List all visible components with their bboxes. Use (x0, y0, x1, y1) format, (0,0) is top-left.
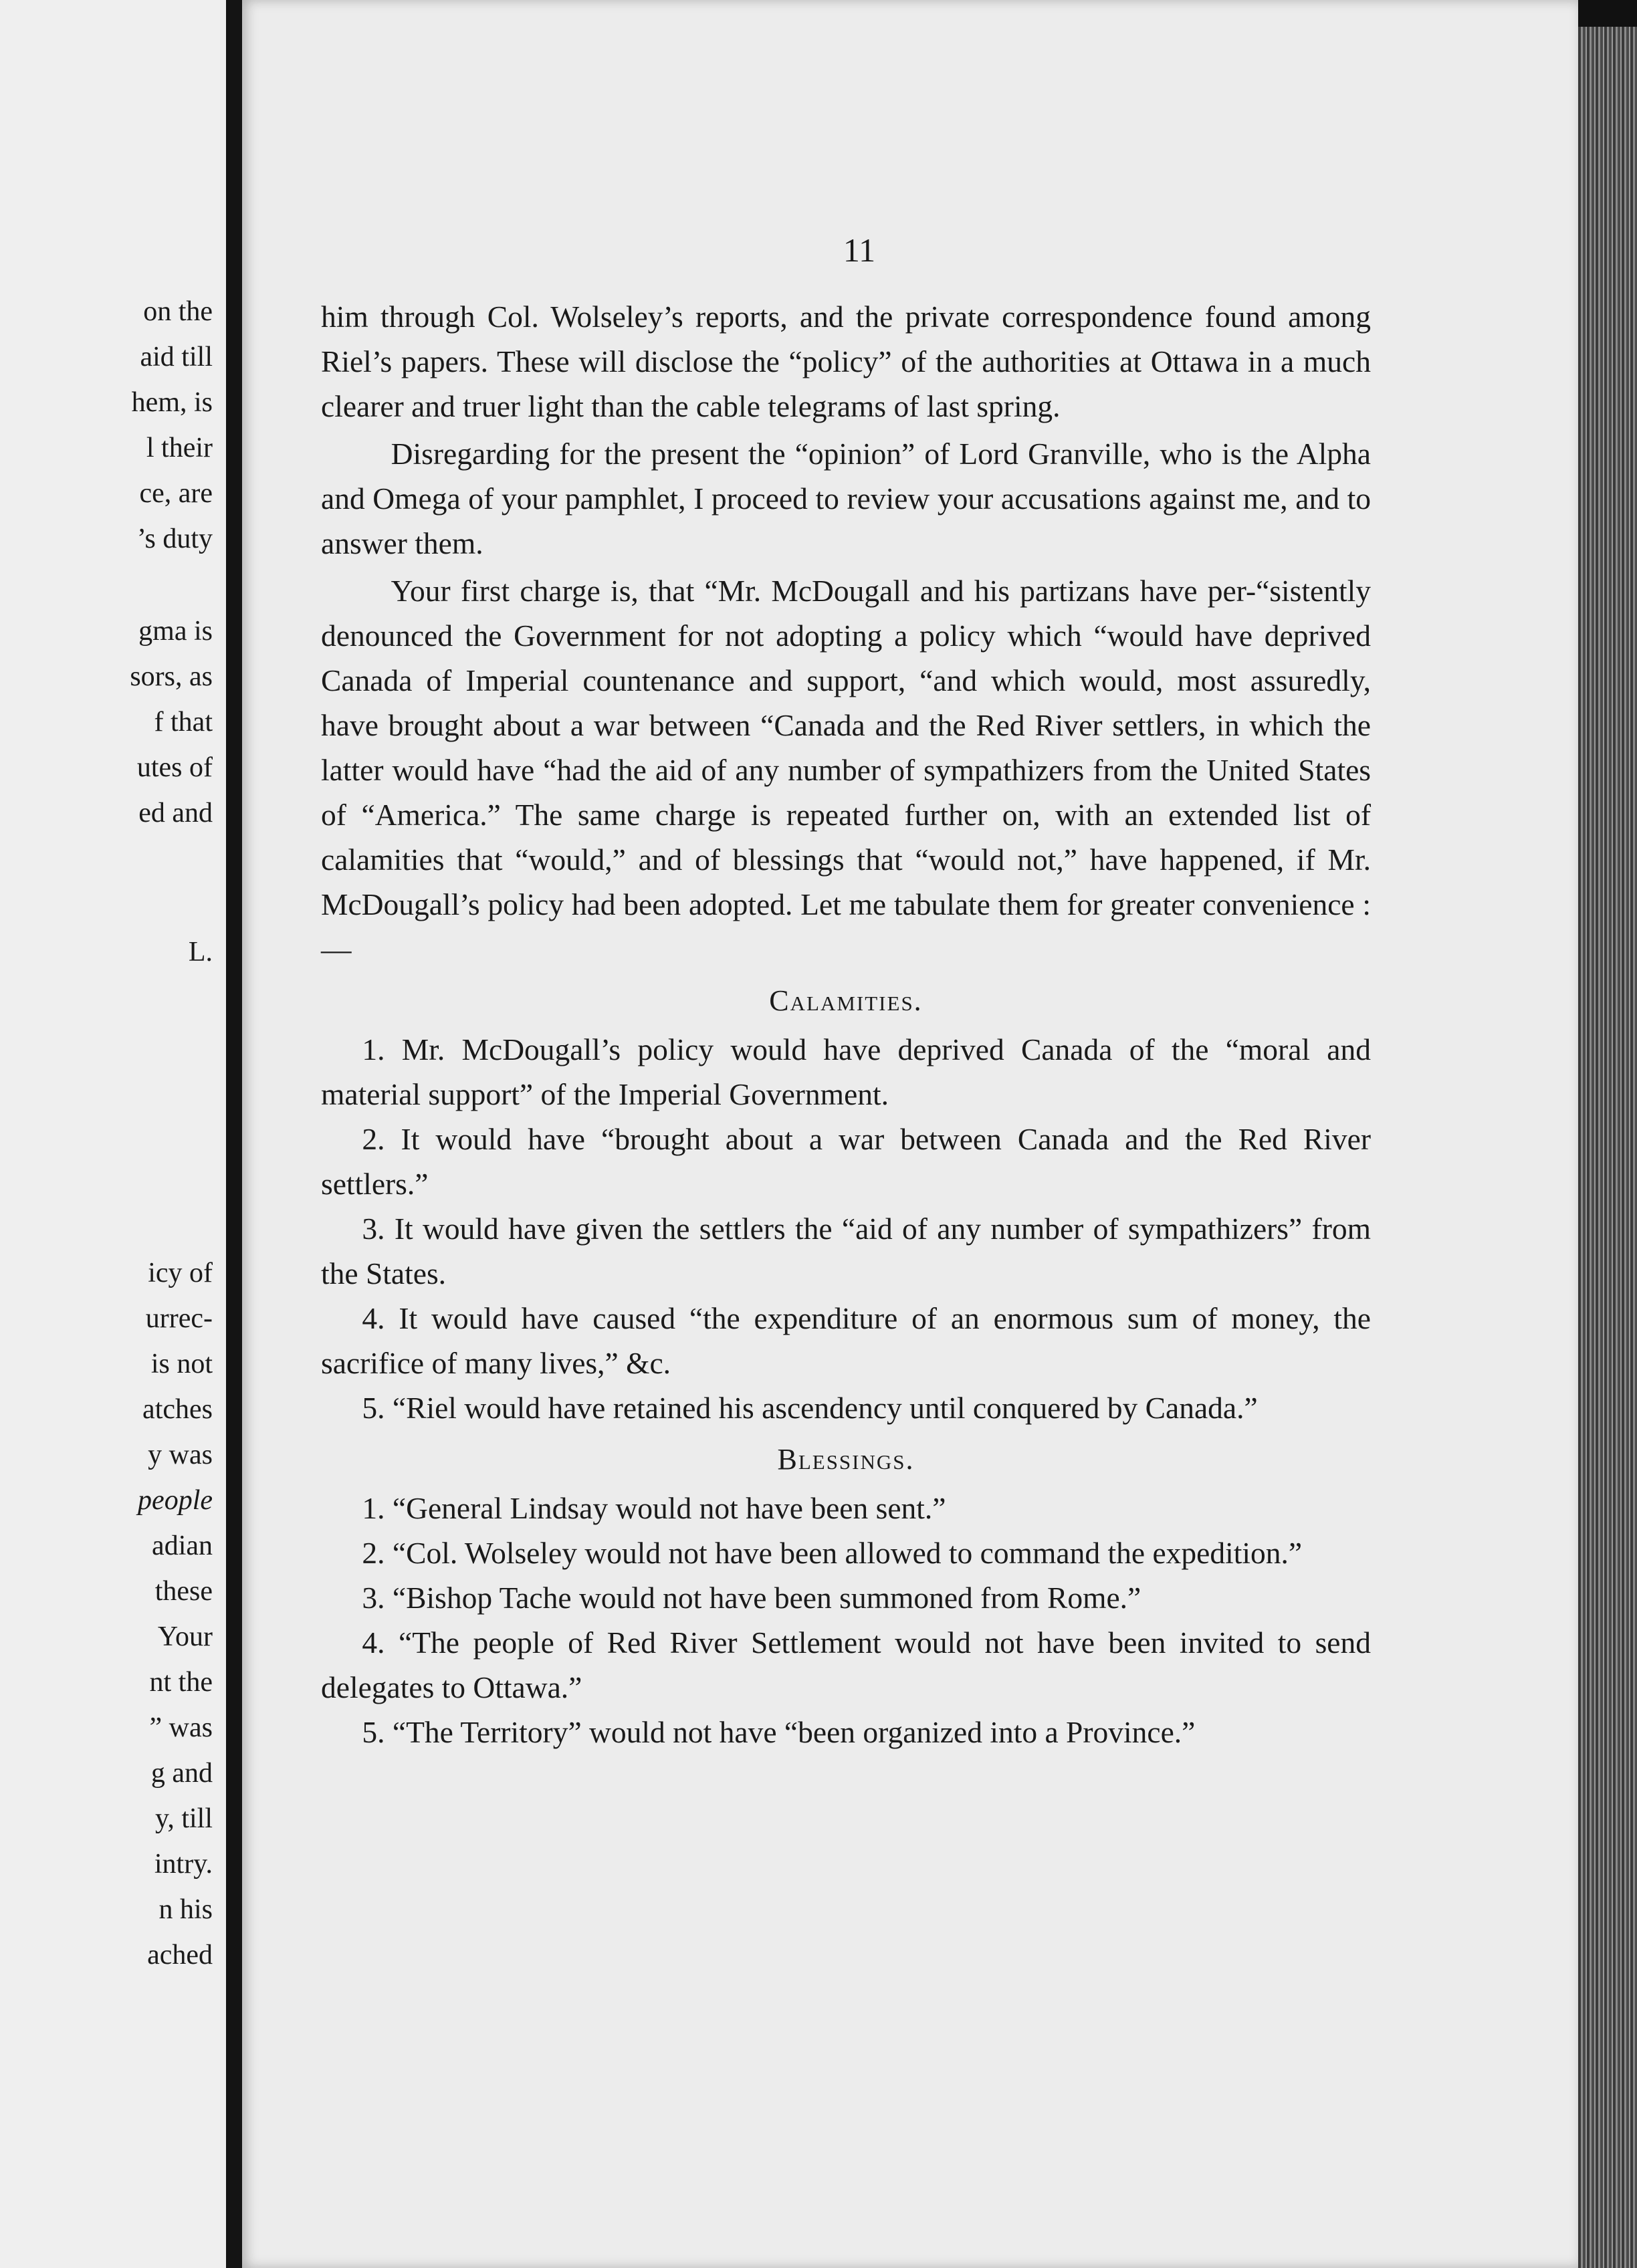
left-fragment: atches (142, 1394, 213, 1425)
page-number: 11 (843, 231, 876, 269)
blessing-item: 3. “Bishop Tache would not have been summoned from Rome.” (362, 1581, 1141, 1615)
left-fragment: g and (150, 1758, 213, 1789)
book-binding-gutter (226, 0, 242, 2268)
left-fragment: on the (143, 296, 213, 327)
left-fragment: y, till (155, 1803, 213, 1834)
left-fragment: people (138, 1485, 213, 1516)
calamity-item: 1. Mr. McDougall’s policy would have deprived Canada of the “moral and material support” of the Imperial Government. (321, 1032, 1371, 1111)
left-fragment: icy of (148, 1258, 213, 1288)
left-fragment: ’s duty (136, 524, 213, 554)
left-fragment: adian (152, 1530, 213, 1561)
left-fragment: f that (154, 707, 213, 738)
calamity-item: 3. It would have given the settlers the “aid of any number of sympathizers” from the States. (321, 1212, 1371, 1290)
left-fragment: l their (146, 433, 213, 463)
left-fragment: intry. (154, 1849, 213, 1880)
left-fragment: n his (158, 1894, 213, 1925)
page-body (321, 294, 1371, 1754)
calamity-item: 4. It would have caused “the expenditure of an enormous sum of money, the sacrifice of many lives,” &c. (321, 1301, 1371, 1380)
blessing-item: 2. “Col. Wolseley would not have been allowed to command the expedition.” (362, 1536, 1303, 1570)
blessing-item: 5. “The Territory” would not have “been organized into a Province.” (362, 1715, 1196, 1749)
calamity-item: 2. It would have “brought about a war between Canada and the Red River settlers.” (321, 1122, 1371, 1201)
left-fragment: nt the (149, 1667, 213, 1698)
left-fragment: gma is (138, 616, 213, 647)
left-fragment: these (154, 1576, 213, 1607)
left-fragment: utes of (136, 752, 213, 783)
left-fragment: ce, are (139, 478, 213, 509)
calamities-heading: Calamities. (769, 984, 923, 1017)
left-fragment: y was (148, 1440, 213, 1470)
left-fragment: L. (188, 937, 213, 968)
blessing-item: 4. “The people of Red River Settlement would not have been invited to send delegates to Ottawa.” (321, 1625, 1371, 1704)
left-fragment: ed and (138, 798, 213, 828)
left-fragment: sors, as (130, 661, 213, 692)
left-fragment: Your (157, 1621, 213, 1652)
calamity-item: 5. “Riel would have retained his ascendency until conquered by Canada.” (362, 1391, 1258, 1425)
paragraph: Your first charge is, that “Mr. McDougall and his partizans have per-“sistently denounced the Government for not adopting a policy which “would have deprived Canada of Imperial countenance and support, “and which would, most assuredly, have brought about a war between “Canada and the Red River settlers, in which the latter would have “had the aid of any number of sympathizers from the United States of “America.” The same charge is repeated further on, with an extended list of calamities that “would,” and of blessings that “would not,” have happened, if Mr. McDougall’s policy had been adopted. Let me tabulate them for greater convenience :— (321, 574, 1371, 966)
paragraph: Disregarding for the present the “opinion” of Lord Granville, who is the Alpha and Omega of your pamphlet, I proceed to review your accusations against me, and to answer them. (321, 437, 1371, 560)
left-fragment: hem, is (131, 387, 213, 418)
paragraph: him through Col. Wolseley’s reports, and the private correspondence found among Riel’s papers. These will disclose the “policy” of the authorities at Ottawa in a much clearer and truer light than the cable telegrams of last spring. (321, 300, 1371, 423)
left-fragment: aid till (140, 342, 213, 372)
left-fragment: is not (150, 1349, 213, 1379)
page-edges (1578, 27, 1637, 2268)
left-fragment: ” was (149, 1712, 213, 1743)
left-fragment: urrec- (145, 1303, 213, 1334)
blessings-heading: Blessings. (777, 1443, 915, 1476)
left-facing-page (0, 0, 226, 2268)
blessing-item: 1. “General Lindsay would not have been sent.” (362, 1491, 946, 1525)
left-fragment: ached (147, 1940, 213, 1970)
